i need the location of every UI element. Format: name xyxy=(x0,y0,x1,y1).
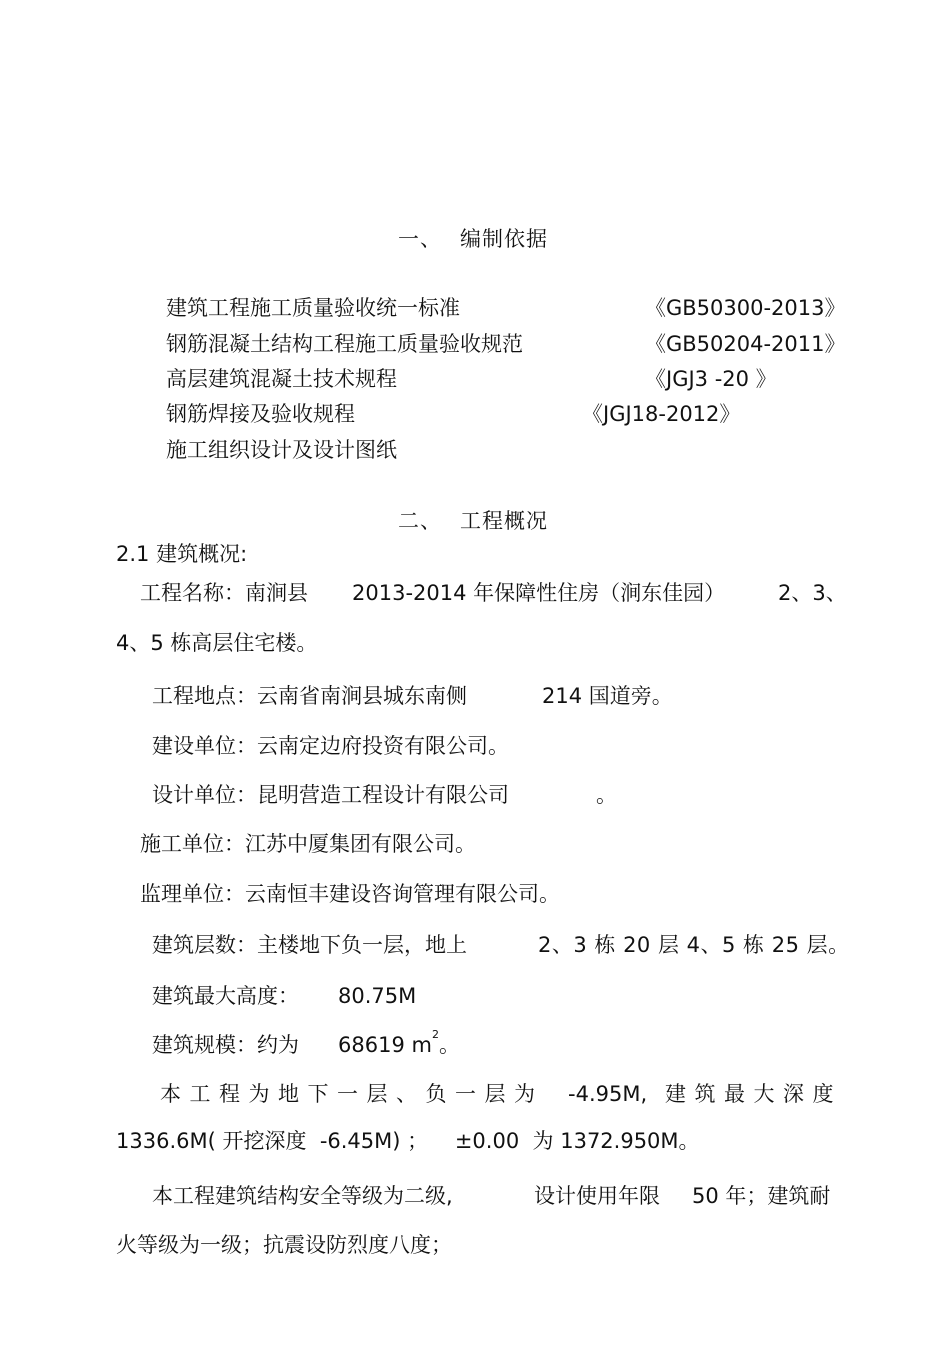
project-name-label: 工程名称：南涧县 xyxy=(140,581,308,605)
height-value: 80.75M xyxy=(338,984,417,1008)
project-name-continued: 4、5 栋高层住宅楼。 xyxy=(116,631,318,655)
height-label: 建筑最大高度： xyxy=(152,984,299,1008)
sub-heading-2-1: 2.1 建筑概况: xyxy=(116,542,248,566)
scale-period: 。 xyxy=(438,1033,460,1057)
owner-line: 建设单位：云南定边府投资有限公司。 xyxy=(152,734,509,758)
location-label: 工程地点：云南省南涧县城东南侧 xyxy=(152,684,467,708)
standard-4-name: 钢筋焊接及验收规程 xyxy=(166,402,355,426)
standard-4-code: 《JGJ18-2012》 xyxy=(582,402,741,426)
scale-value xyxy=(338,1028,460,1057)
safety-line-b: 设计使用年限 xyxy=(534,1184,660,1208)
safety-line-a: 本工程建筑结构安全等级为二级, xyxy=(152,1184,453,1208)
section-1-heading xyxy=(398,229,548,250)
contractor-line: 施工单位：江苏中厦集团有限公司。 xyxy=(140,832,476,856)
floors-value: 2、3 栋 20 层 4、5 栋 25 层。 xyxy=(538,933,850,957)
scale-superscript: 2 xyxy=(431,1028,439,1041)
supervisor-line: 监理单位：云南恒丰建设咨询管理有限公司。 xyxy=(140,882,560,906)
designer-line: 设计单位：昆明营造工程设计有限公司 xyxy=(152,783,509,807)
standard-3-code: 《JGJ3 -20 》 xyxy=(645,367,777,391)
safety-line-d: 火等级为一级；抗震设防烈度八度； xyxy=(116,1233,452,1257)
scale-label: 建筑规模：约为 xyxy=(152,1033,299,1057)
standard-1-code: 《GB50300-2013》 xyxy=(645,296,846,320)
depth-line-b: -4.95M, xyxy=(568,1082,648,1106)
depth-line-c: 建筑最大深度 xyxy=(665,1082,842,1106)
designer-period: 。 xyxy=(596,783,617,807)
location-road: 214 国道旁。 xyxy=(542,684,673,708)
standard-1-name: 建筑工程施工质量验收统一标准 xyxy=(166,296,460,320)
section-1-number: 一、 xyxy=(398,227,442,251)
section-2-number: 二、 xyxy=(398,509,442,533)
standard-2-name: 钢筋混凝土结构工程施工质量验收规范 xyxy=(166,332,523,356)
project-name-buildings: 2、3、 xyxy=(778,581,847,605)
section-2-heading xyxy=(398,511,548,532)
section-2-title: 工程概况 xyxy=(460,509,548,533)
standard-2-code: 《GB50204-2011》 xyxy=(645,332,846,356)
scale-number: 68619 m xyxy=(338,1033,432,1057)
project-name-value: 2013-2014 年保障性住房（涧东佳园） xyxy=(352,581,726,605)
standard-3-name: 高层建筑混凝土技术规程 xyxy=(166,367,397,391)
standard-5-name: 施工组织设计及设计图纸 xyxy=(166,438,397,462)
depth-line-d: 1336.6M( 开挖深度 -6.45M) ； ±0.00 为 1372.950M。 xyxy=(116,1129,700,1153)
depth-line-a: 本工程为地下一层、负一层为 xyxy=(160,1082,544,1106)
floors-label: 建筑层数：主楼地下负一层，地上 xyxy=(152,933,467,957)
safety-line-c: 50 年；建筑耐 xyxy=(692,1184,831,1208)
section-1-title: 编制依据 xyxy=(460,227,548,251)
